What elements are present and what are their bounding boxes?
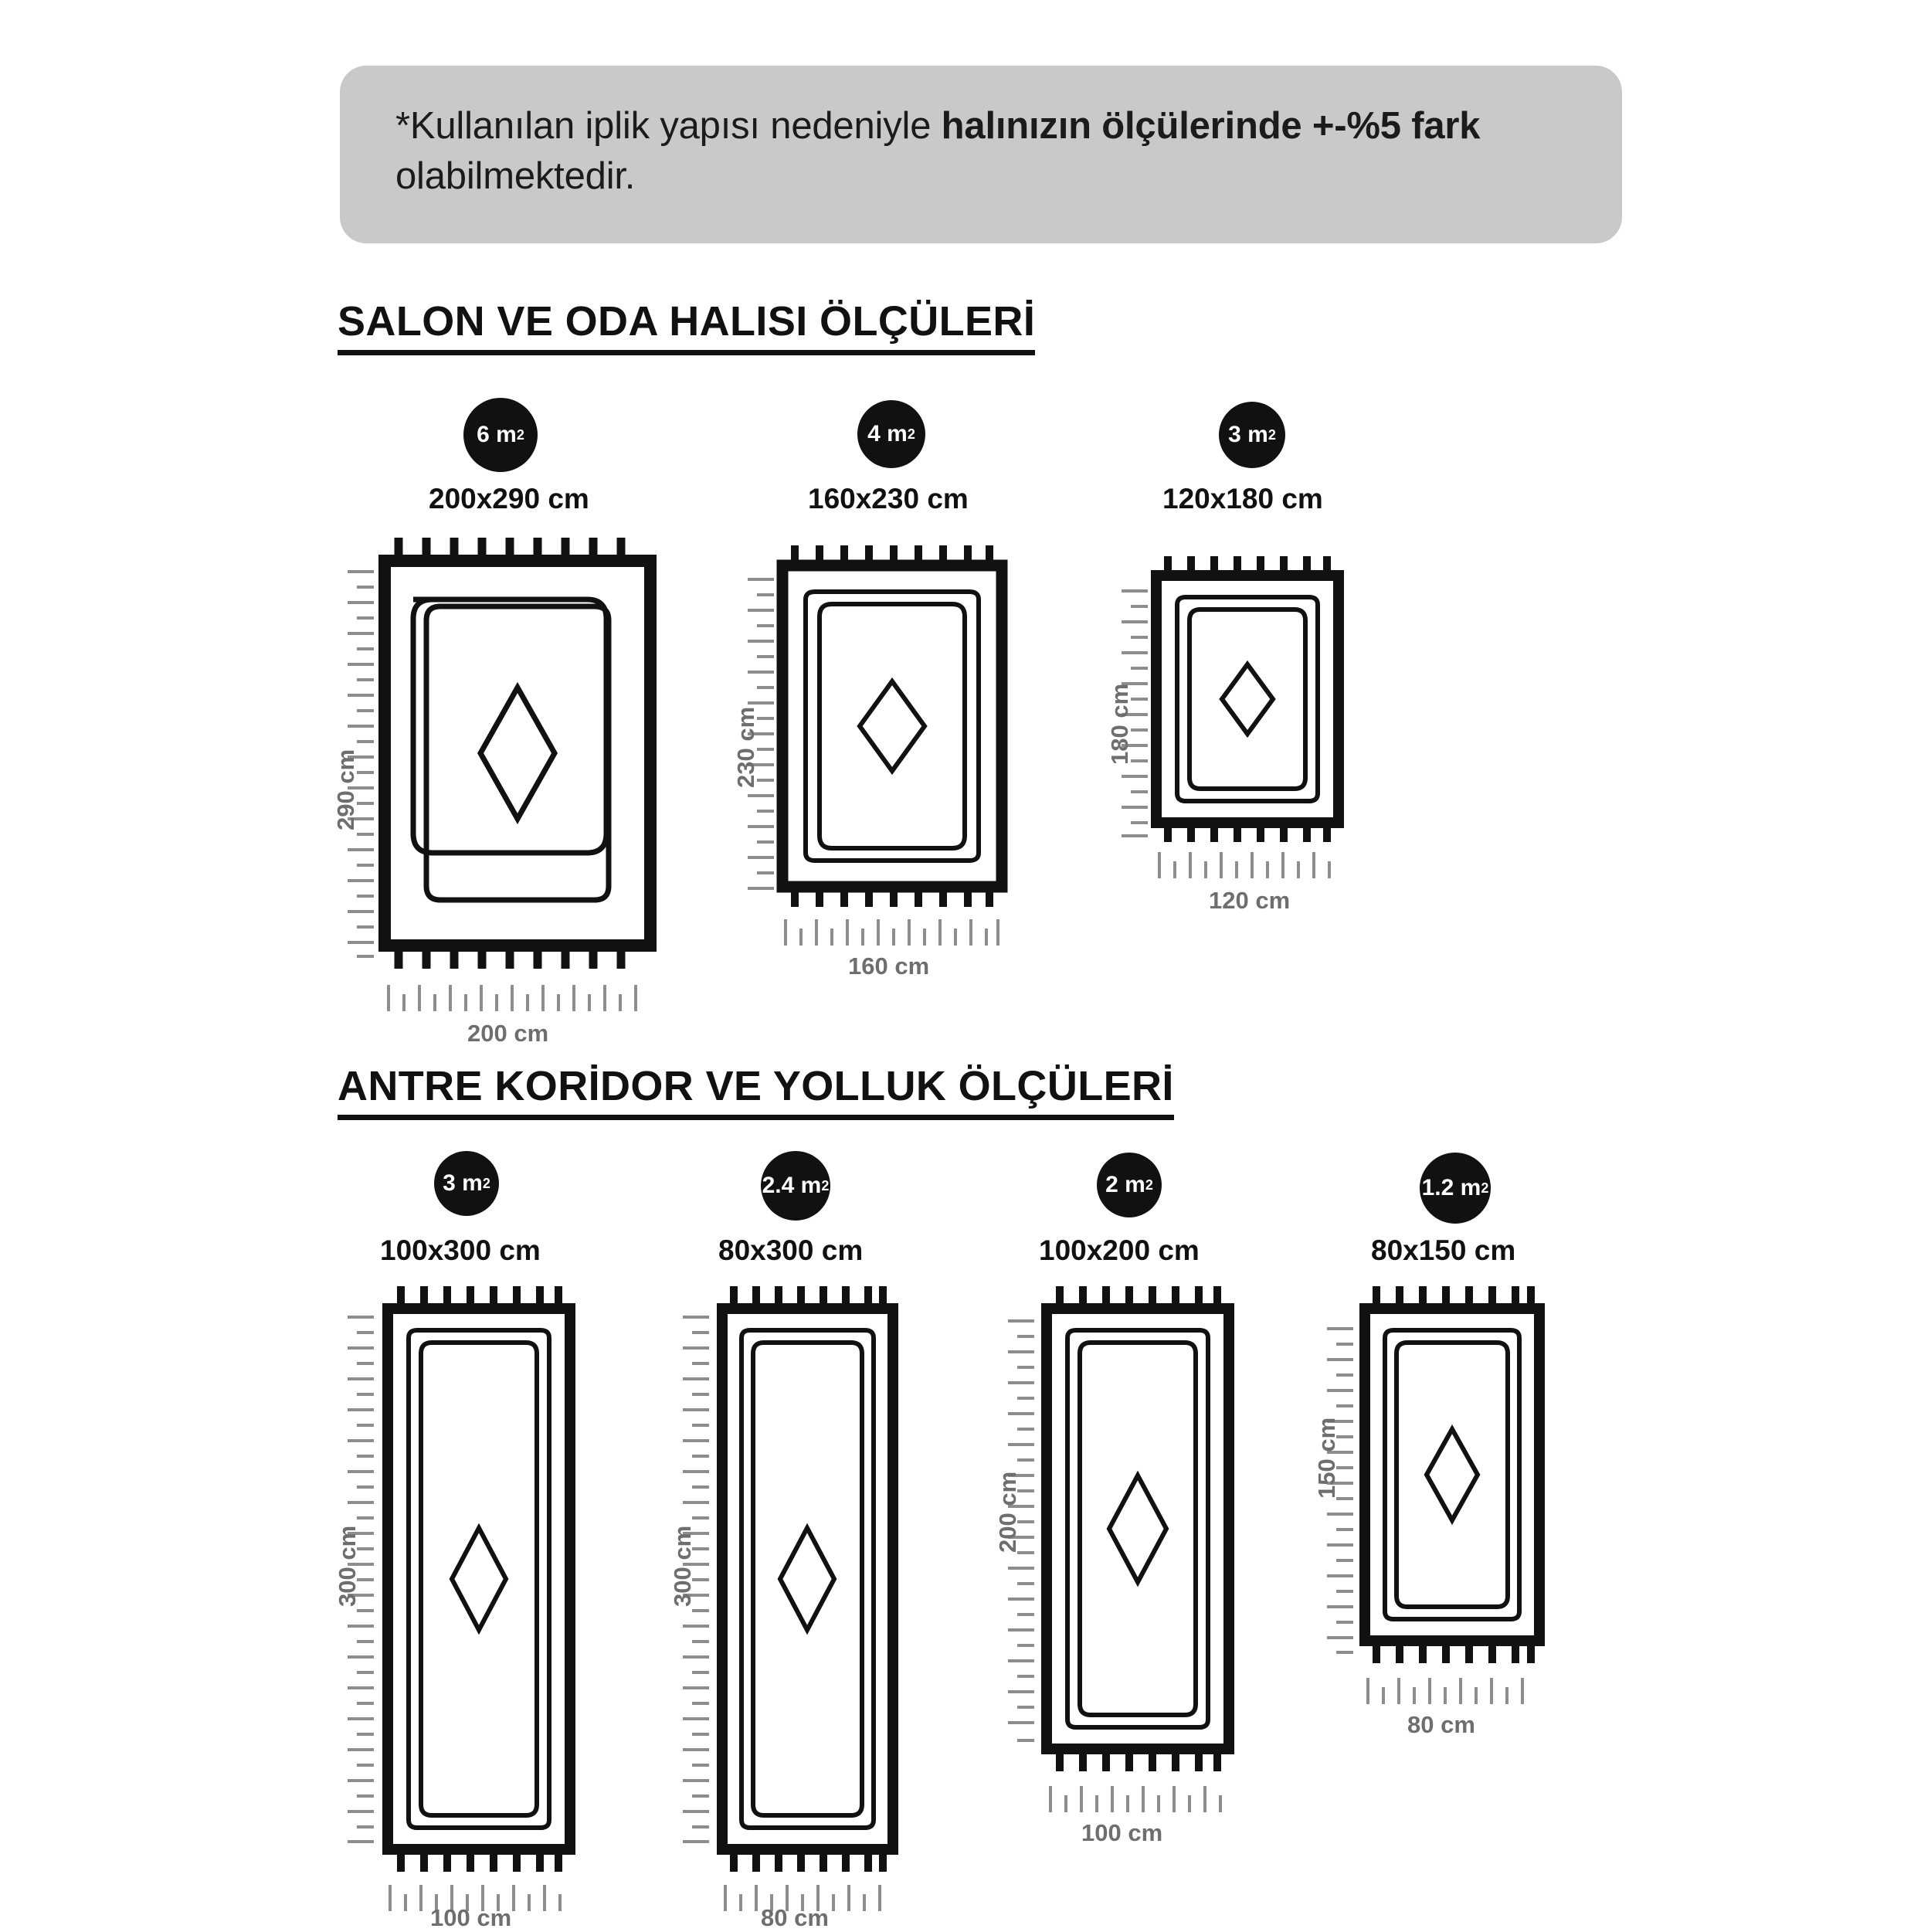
dimension-label: 80x150 cm [1371,1234,1516,1266]
height-label: 300 cm [334,1525,361,1607]
horizontal-ruler [385,985,647,1016]
area-badge: 2.4 m 2 [761,1151,830,1221]
notice-text [395,101,1574,201]
area-badge: 6 m 2 [463,398,538,472]
notice-suffix: olabilmektedir. [395,154,636,197]
width-label: 80 cm [761,1904,829,1931]
height-label: 200 cm [994,1471,1021,1553]
height-label: 150 cm [1313,1417,1340,1499]
width-label: 100 cm [1081,1819,1163,1846]
width-label: 80 cm [1407,1711,1475,1738]
area-badge-value: 4 m [867,421,908,446]
height-label: 290 cm [332,749,359,830]
rug-illustration [382,1282,575,1877]
width-label: 160 cm [848,952,930,980]
horizontal-ruler [1047,1786,1224,1817]
rug-illustration [378,533,657,973]
rug-illustration [1041,1282,1234,1777]
area-badge-value: 3 m [443,1170,483,1196]
width-label: 120 cm [1209,887,1291,914]
dimension-label: 160x230 cm [808,483,969,514]
area-badge: 3 m 2 [1219,402,1285,468]
area-badge: 1.2 m 2 [1420,1153,1491,1224]
dimension-label: 80x300 cm [718,1234,864,1266]
area-badge: 4 m 2 [857,400,925,468]
rug-illustration [776,541,1008,912]
rug-illustration [717,1282,898,1877]
area-badge-value: 3 m [1228,422,1268,447]
width-label: 200 cm [467,1020,549,1047]
notice-prefix: *Kullanılan iplik yapısı nedeniyle [395,105,942,147]
dimension-label: 120x180 cm [1162,483,1323,514]
dimension-label: 200x290 cm [429,483,589,514]
dimension-label: 100x200 cm [1039,1234,1200,1266]
notice-bold: halınızın ölçülerinde +-%5 fark [941,105,1481,147]
area-badge-value: 2 m [1105,1172,1145,1197]
rug-illustration [1359,1282,1545,1669]
area-badge-value: 2.4 m [762,1173,822,1198]
dimension-label: 100x300 cm [380,1234,541,1266]
area-badge-value: 1.2 m [1421,1175,1481,1200]
section-title-salon: SALON VE ODA HALISI ÖLÇÜLERİ [338,297,1035,355]
notice-banner [340,66,1622,243]
height-label: 300 cm [669,1525,696,1607]
horizontal-ruler [1156,852,1333,883]
width-label: 100 cm [430,1904,512,1931]
rug-illustration [1151,552,1344,846]
horizontal-ruler [1364,1678,1534,1709]
area-badge: 3 m 2 [434,1151,499,1216]
height-label: 230 cm [732,706,759,788]
section-title-antre: ANTRE KORİDOR VE YOLLUK ÖLÇÜLERİ [338,1062,1174,1120]
area-badge: 2 m 2 [1097,1153,1162,1217]
height-label: 180 cm [1106,683,1133,765]
area-badge-value: 6 m [477,422,517,447]
horizontal-ruler [782,919,1002,950]
